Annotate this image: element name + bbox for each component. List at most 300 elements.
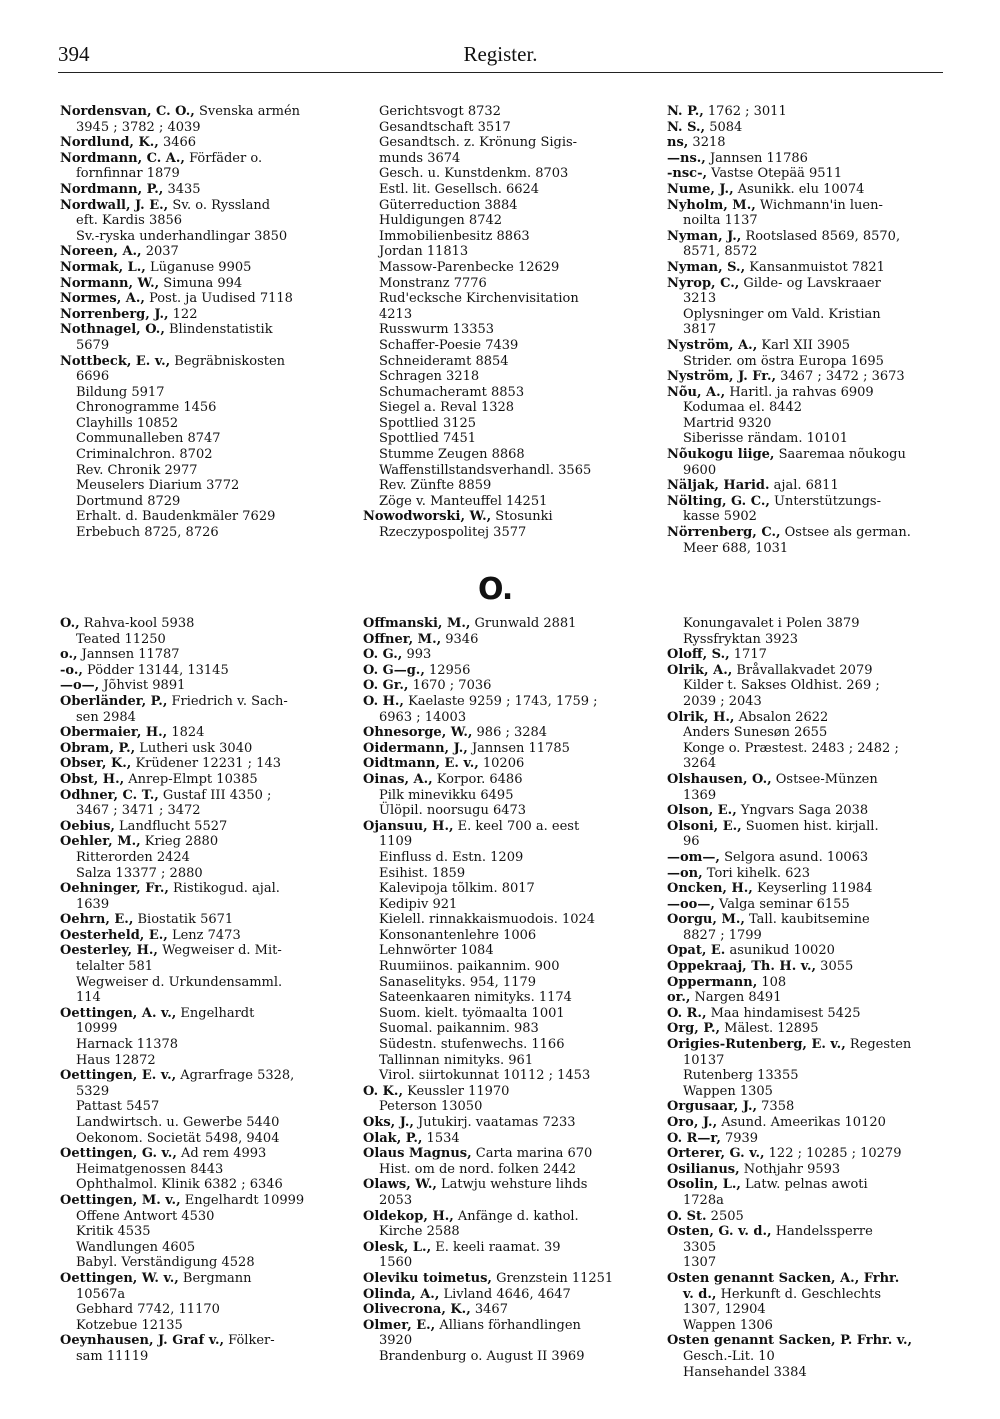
index-entry-text: Esihist. 1859 (379, 865, 466, 881)
index-entry-line (667, 120, 952, 136)
index-entry-line (363, 928, 648, 944)
index-entry-line (363, 897, 648, 913)
index-entry-line (667, 494, 952, 510)
index-entry-heading: Osten genannt Sacken, P. Frhr. v., (667, 1333, 913, 1349)
index-entry-line (667, 1131, 952, 1147)
index-entry-heading: Nyman, S., (667, 259, 746, 275)
index-entry-line (363, 400, 648, 416)
index-entry-line (363, 975, 648, 991)
index-entry-line (363, 819, 648, 835)
index-entry-line (60, 616, 345, 632)
index-entry-text: Ristikogud. ajal. (168, 881, 280, 897)
index-entry-line (363, 447, 648, 463)
index-entry-line (363, 694, 648, 710)
index-entry-text: 10999 (76, 1021, 118, 1037)
index-entry-text: Saaremaa nõukogu (774, 447, 906, 463)
index-entry-text: Erhalt. d. Baudenkmäler 7629 (76, 509, 276, 525)
index-entry-line (60, 756, 345, 772)
index-entry-line (667, 1209, 952, 1225)
index-entry-text: 2505 (706, 1208, 744, 1224)
index-entry-text: Keyserling 11984 (752, 881, 873, 897)
index-entry-line (667, 834, 952, 850)
index-entry-heading: —ns., (667, 150, 706, 166)
index-entry-heading: Olaus Magnus, (363, 1146, 472, 1162)
index-entry-heading: Oeynhausen, J. Graf v., (60, 1333, 225, 1349)
index-entry-line (60, 1084, 345, 1100)
index-entry-heading: Oro, J., (667, 1115, 718, 1130)
index-entry-text: Rev. Chronik 2977 (76, 462, 198, 478)
index-entry-line (60, 1193, 345, 1209)
index-entry-text: Stosunki (491, 509, 553, 525)
running-head-title: Register. (463, 42, 538, 66)
index-entry-line (363, 1193, 648, 1209)
index-entry-line (60, 803, 345, 819)
index-entry-text: Tall. kaubitsemine (744, 912, 870, 928)
index-entry-line (363, 166, 648, 182)
index-entry-line (667, 541, 952, 557)
index-entry-text: Absalon 2622 (734, 709, 829, 725)
index-entry-text: sam 11119 (76, 1348, 149, 1364)
index-entry-text: munds 3674 (379, 150, 461, 166)
index-entry-line (667, 1177, 952, 1193)
index-entry-text: Krüdener 12231 ; 143 (131, 756, 281, 772)
index-entry-text: 3218 (688, 135, 726, 151)
index-entry-text: Rev. Zünfte 8859 (379, 478, 492, 494)
index-entry-text: Ophthalmol. Klinik 6382 ; 6346 (76, 1177, 283, 1193)
index-entry-line (667, 354, 952, 370)
index-entry-line (363, 322, 648, 338)
index-entry-line (667, 725, 952, 741)
index-entry-line (60, 834, 345, 850)
index-entry-heading: N. S., (667, 119, 706, 135)
index-entry-text: 3467 ; 3472 ; 3673 (776, 369, 905, 385)
index-entry-line (667, 1349, 952, 1365)
index-entry-text: Gesch.-Lit. 10 (683, 1348, 775, 1364)
index-entry-text: Rutenberg 13355 (683, 1068, 799, 1084)
index-entry-line (363, 912, 648, 928)
index-entry-heading: Nordmann, P., (60, 181, 164, 197)
index-entry-text: 3466 (158, 135, 197, 151)
index-entry-line (667, 1068, 952, 1084)
index-entry-text: Brandenburg o. August II 3969 (379, 1348, 585, 1364)
index-entry-text: Svenska armén (194, 104, 301, 119)
index-entry-heading: O. G—g., (363, 662, 425, 678)
index-entry-line (363, 1006, 648, 1022)
index-entry-text: Stumme Zeugen 8868 (379, 447, 525, 463)
index-entry-text: Agrarfrage 5328, (176, 1068, 295, 1084)
index-entry-text: Förfäder o. (184, 150, 263, 166)
index-entry-heading: Oks, J., (363, 1115, 414, 1130)
index-entry-line (60, 694, 345, 710)
index-entry-heading: Oidtmann, E. v., (363, 756, 479, 772)
index-entry-line (60, 104, 345, 120)
index-entry-heading: Oldekop, H., (363, 1208, 454, 1224)
index-entry-line (363, 198, 648, 214)
index-entry-line (363, 1318, 648, 1334)
index-entry-heading: Näljak, Harid. (667, 478, 770, 494)
index-entry-text: Teated 11250 (76, 631, 166, 647)
index-entry-line (363, 1146, 648, 1162)
index-entry-text: Grenzstein 11251 (491, 1270, 614, 1286)
index-entry-line (363, 959, 648, 975)
index-entry-line (60, 1053, 345, 1069)
index-entry-line (667, 1006, 952, 1022)
index-entry-text: 10137 (683, 1052, 725, 1068)
index-entry-line (363, 663, 648, 679)
index-entry-heading: —on, (667, 865, 703, 881)
index-entry-text: Pödder 13144, 13145 (82, 662, 229, 678)
index-entry-line (60, 1177, 345, 1193)
index-entry-line (60, 494, 345, 510)
index-entry-text: Keussler 11970 (402, 1083, 510, 1099)
index-entry-text: Russwurm 13353 (379, 322, 495, 338)
index-entry-text: Konungavalet i Polen 3879 (683, 616, 860, 631)
index-entry-heading: Oesterley, H., (60, 943, 158, 959)
index-entry-line (363, 1302, 648, 1318)
index-entry-line (60, 525, 345, 541)
index-entry-text: Gerichtsvogt 8732 (379, 104, 501, 119)
index-entry-line (60, 1349, 345, 1365)
index-entry-text: Nothjahr 9593 (739, 1161, 841, 1177)
index-entry-line (363, 647, 648, 663)
index-entry-text: Hist. om de nord. folken 2442 (379, 1161, 577, 1177)
index-entry-text: Landflucht 5527 (114, 818, 228, 834)
index-entry-line (60, 1302, 345, 1318)
index-entry-line (667, 928, 952, 944)
index-entry-text: Sv. o. Ryssland (168, 197, 271, 213)
index-entry-text: Gebhard 7742, 11170 (76, 1302, 220, 1318)
index-entry-line (363, 416, 648, 432)
index-entry-text: eft. Kardis 3856 (76, 213, 183, 229)
index-entry-heading: Osolin, L., (667, 1177, 741, 1193)
index-entry-text: 1560 (379, 1255, 413, 1271)
index-entry-text: Grunwald 2881 (470, 616, 577, 631)
index-entry-text: Jannsen 11785 (467, 740, 570, 756)
index-entry-heading: Ojansuu, H., (363, 818, 454, 834)
index-entry-line (60, 1271, 345, 1287)
index-entry-text: Gustaf III 4350 ; (158, 787, 272, 803)
index-entry-text: Fölker- (224, 1333, 275, 1349)
index-entry-line (667, 756, 952, 772)
index-entry-line (667, 260, 952, 276)
index-entry-text: Wappen 1305 (683, 1083, 773, 1099)
index-entry-line (363, 229, 648, 245)
index-entry-text: Lehnwörter 1084 (379, 943, 494, 959)
index-entry-text: Erbebuch 8725, 8726 (76, 525, 219, 541)
index-entry-line (667, 400, 952, 416)
index-entry-text: Maa hindamisest 5425 (706, 1005, 861, 1021)
index-entry-text: 1762 ; 3011 (703, 104, 787, 119)
index-entry-line (363, 1349, 648, 1365)
index-entry-line (60, 1021, 345, 1037)
index-entry-text: Haus 12872 (76, 1052, 156, 1068)
index-entry-text: Kalevipoja tõlkim. 8017 (379, 881, 535, 897)
index-entry-line (60, 369, 345, 385)
index-entry-heading: O. K., (363, 1083, 403, 1099)
index-entry-text: Spottlied 3125 (379, 415, 477, 431)
index-entry-line (60, 788, 345, 804)
index-entry-text: Vastse Otepää 9511 (707, 166, 843, 182)
index-entry-text: Sanaselityks. 954, 1179 (379, 974, 537, 990)
index-entry-text: Meer 688, 1031 (683, 540, 789, 556)
index-entry-line (60, 431, 345, 447)
index-entry-heading: Nyrop, C., (667, 275, 740, 291)
index-entry-text: Tallinnan nimityks. 961 (379, 1052, 534, 1068)
index-entry-text: Salza 13377 ; 2880 (76, 865, 203, 881)
index-entry-line (363, 710, 648, 726)
index-entry-text: Huldigungen 8742 (379, 213, 503, 229)
index-entry-text: 1307, 12904 (683, 1302, 766, 1318)
index-entry-text: Friedrich v. Sach- (167, 693, 288, 709)
index-entry-text: 122 ; 10285 ; 10279 (764, 1146, 902, 1162)
index-entry-heading: Oebius, (60, 818, 115, 834)
index-entry-line (60, 1115, 345, 1131)
index-entry-line (667, 369, 952, 385)
index-entry-text: 6696 (76, 369, 110, 385)
index-entry-line (363, 943, 648, 959)
index-entry-heading: Opat, E. (667, 943, 726, 959)
index-entry-text: 1307 (683, 1255, 717, 1271)
index-entry-line (363, 678, 648, 694)
index-entry-text: 3467 (470, 1302, 508, 1318)
index-entry-text: kasse 5902 (683, 509, 757, 525)
page-number: 394 (58, 42, 90, 66)
index-column-top-left (60, 104, 345, 541)
index-entry-text: Suomen hist. kirjall. (741, 818, 879, 834)
index-entry-line (667, 1318, 952, 1334)
index-entry-text: Asund. Ameerikas 10120 (717, 1115, 886, 1130)
index-entry-line (60, 1287, 345, 1303)
index-entry-text: Ritterorden 2424 (76, 849, 190, 865)
index-entry-text: Anders Sunesøn 2655 (683, 725, 828, 741)
index-entry-text: sen 2984 (76, 709, 136, 725)
index-column-bottom-right (667, 616, 952, 1380)
index-entry-text: Kirche 2588 (379, 1224, 460, 1240)
index-entry-heading: Normann, W., (60, 275, 160, 291)
index-entry-line (363, 463, 648, 479)
index-entry-line (363, 151, 648, 167)
index-entry-heading: Olivecrona, K., (363, 1302, 471, 1318)
index-entry-line (60, 291, 345, 307)
index-entry-line (60, 400, 345, 416)
index-entry-line (363, 632, 648, 648)
index-entry-text: Begräbniskosten (170, 353, 286, 369)
index-entry-text: 986 ; 3284 (472, 725, 548, 741)
index-entry-text: 3264 (683, 756, 717, 772)
index-entry-text: Spottlied 7451 (379, 431, 477, 447)
index-entry-heading: O. R—r, (667, 1130, 721, 1146)
index-entry-text: 114 (76, 990, 101, 1006)
index-entry-text: Ad rem 4993 (176, 1146, 267, 1162)
index-entry-text: 3435 (163, 181, 201, 197)
index-entry-heading: Olrik, A., (667, 662, 733, 678)
index-entry-heading: Orgusaar, J., (667, 1099, 758, 1115)
index-entry-line (60, 850, 345, 866)
index-entry-text: Lutheri usk 3040 (135, 740, 253, 756)
index-entry-heading: Nordwall, J. E., (60, 197, 169, 213)
index-entry-line (667, 710, 952, 726)
index-entry-heading: v. d., (683, 1286, 717, 1302)
index-entry-line (60, 120, 345, 136)
index-entry-heading: Offner, M., (363, 631, 442, 647)
index-entry-heading: O. St. (667, 1208, 707, 1224)
index-entry-line (363, 1177, 648, 1193)
index-entry-text: Chronogramme 1456 (76, 400, 217, 416)
index-entry-heading: Noreen, A., (60, 244, 142, 260)
index-entry-text: Waffenstillstandsverhandl. 3565 (379, 462, 592, 478)
index-entry-text: Blindenstatistik (164, 322, 273, 338)
index-entry-text: 7939 (720, 1130, 759, 1146)
index-entry-text: 96 (683, 834, 700, 850)
index-entry-heading: Nyström, A., (667, 337, 758, 353)
index-entry-text: E. keel 700 a. eest (453, 818, 580, 834)
index-entry-text: 4213 (379, 306, 413, 322)
index-entry-text: Martrid 9320 (683, 415, 772, 431)
index-entry-line (667, 166, 952, 182)
index-entry-line (363, 1084, 648, 1100)
index-entry-heading: Nyman, J., (667, 228, 742, 244)
index-entry-heading: —oo—, (667, 896, 715, 912)
index-entry-text: Pilk minevikku 6495 (379, 787, 514, 803)
section-letter-heading: O. (478, 572, 513, 607)
index-entry-line (363, 850, 648, 866)
index-entry-line (667, 151, 952, 167)
index-entry-line (60, 338, 345, 354)
index-entry-heading: Obser, K., (60, 756, 132, 772)
index-entry-text: 1109 (379, 834, 413, 850)
index-entry-heading: Oettingen, M. v., (60, 1192, 181, 1208)
index-entry-heading: Olmer, E., (363, 1317, 436, 1333)
index-entry-line (60, 135, 345, 151)
index-entry-line (363, 616, 648, 632)
index-entry-line (667, 198, 952, 214)
index-entry-text: 3467 ; 3471 ; 3472 (76, 803, 201, 819)
index-entry-line (363, 1115, 648, 1131)
index-entry-text: Jannsen 11786 (705, 150, 808, 166)
index-entry-text: Livland 4646, 4647 (439, 1286, 571, 1302)
index-entry-line (363, 834, 648, 850)
index-entry-line (60, 1224, 345, 1240)
index-entry-text: Engelhardt (176, 1005, 255, 1021)
index-entry-line (60, 975, 345, 991)
index-entry-text: Yngvars Saga 2038 (736, 803, 869, 819)
index-entry-text: 3817 (683, 322, 717, 338)
index-entry-text: Oplysninger om Vald. Kristian (683, 306, 881, 322)
index-entry-text: Einfluss d. Estn. 1209 (379, 849, 524, 865)
index-entry-text: Rzeczypospolitej 3577 (379, 525, 527, 541)
index-entry-line (667, 975, 952, 991)
index-column-bottom-middle (363, 616, 648, 1365)
index-entry-heading: Oorgu, M., (667, 912, 745, 928)
index-entry-line (667, 1224, 952, 1240)
index-entry-line (667, 385, 952, 401)
index-entry-text: Mälest. 12895 (720, 1021, 819, 1037)
index-entry-heading: —o—, (60, 678, 100, 694)
index-entry-heading: Norrenberg, J., (60, 306, 169, 322)
index-entry-heading: Oppermann, (667, 974, 758, 990)
index-entry-text: Kedipiv 921 (379, 896, 458, 912)
index-entry-line (667, 1255, 952, 1271)
index-entry-line (363, 1271, 648, 1287)
index-entry-line (60, 322, 345, 338)
index-entry-text: 10206 (478, 756, 525, 772)
index-entry-line (363, 509, 648, 525)
index-entry-text: 3920 (379, 1333, 413, 1349)
index-entry-line (60, 1318, 345, 1334)
index-entry-line (363, 1255, 648, 1271)
index-entry-text: 3305 (683, 1239, 717, 1255)
index-entry-line (363, 1240, 648, 1256)
index-column-bottom-left (60, 616, 345, 1365)
index-entry-text: Valga seminar 6155 (714, 896, 850, 912)
index-entry-line (363, 1224, 648, 1240)
index-entry-text: Rahva-kool 5938 (79, 616, 195, 631)
index-entry-heading: Normak, L., (60, 259, 146, 275)
index-entry-line (667, 244, 952, 260)
index-entry-heading: Origies-Rutenberg, E. v., (667, 1037, 846, 1053)
index-entry-line (363, 260, 648, 276)
index-entry-text: Massow-Parenbecke 12629 (379, 259, 560, 275)
index-entry-heading: Osilianus, (667, 1161, 740, 1177)
index-entry-heading: N. P., (667, 104, 704, 119)
index-entry-heading: o., (60, 647, 78, 663)
index-entry-heading: Oettingen, G. v., (60, 1146, 177, 1162)
index-entry-line (363, 1131, 648, 1147)
index-entry-text: 1534 (422, 1130, 460, 1146)
index-entry-text: Bergmann (178, 1270, 252, 1286)
index-entry-text: Wandlungen 4605 (76, 1239, 196, 1255)
index-entry-line (60, 678, 345, 694)
index-entry-text: 10567a (76, 1286, 126, 1302)
index-entry-heading: Obram, P., (60, 740, 136, 756)
index-entry-line (60, 166, 345, 182)
index-entry-heading: Nothnagel, O., (60, 322, 165, 338)
index-entry-text: Sv.-ryska underhandlingar 3850 (76, 228, 288, 244)
index-entry-text: Allians förhandlingen (435, 1317, 581, 1333)
index-entry-text: asunikud 10020 (725, 943, 835, 959)
index-entry-line (667, 1287, 952, 1303)
index-entry-line (60, 1068, 345, 1084)
index-entry-line (60, 1131, 345, 1147)
index-entry-text: Jannsen 11787 (77, 647, 180, 663)
index-entry-line (363, 276, 648, 292)
index-entry-text: Haritl. ja rahvas 6909 (725, 384, 874, 400)
index-entry-text: 122 (168, 306, 198, 322)
index-entry-line (667, 229, 952, 245)
index-entry-text: Landwirtsch. u. Gewerbe 5440 (76, 1115, 280, 1130)
index-entry-text: Korpor. 6486 (432, 771, 523, 787)
index-entry-line (363, 866, 648, 882)
index-entry-line (667, 431, 952, 447)
index-entry-text: Babyl. Verständigung 4528 (76, 1255, 255, 1271)
index-entry-line (363, 1037, 648, 1053)
index-entry-line (60, 307, 345, 323)
index-entry-heading: Oettingen, A. v., (60, 1005, 177, 1021)
index-entry-line (667, 663, 952, 679)
index-entry-heading: Olaws, W., (363, 1177, 437, 1193)
index-entry-text: Gesandtsch. z. Krönung Sigis- (379, 135, 578, 151)
index-entry-heading: Osten genannt Sacken, A., Frhr. (667, 1270, 900, 1286)
index-entry-heading: Oleviku toimetus, (363, 1270, 492, 1286)
index-entry-text: Herkunft d. Geschlechts (716, 1286, 882, 1302)
index-entry-line (363, 182, 648, 198)
index-entry-text: Sateenkaaren nimityks. 1174 (379, 990, 572, 1006)
index-entry-text: Tori kihelk. 623 (702, 865, 810, 881)
index-entry-text: Ruumiinos. paikannim. 900 (379, 959, 560, 975)
index-entry-text: E. keeli raamat. 39 (431, 1239, 561, 1255)
index-entry-text: Wegweiser d. Mit- (157, 943, 282, 959)
index-entry-line (667, 616, 952, 632)
